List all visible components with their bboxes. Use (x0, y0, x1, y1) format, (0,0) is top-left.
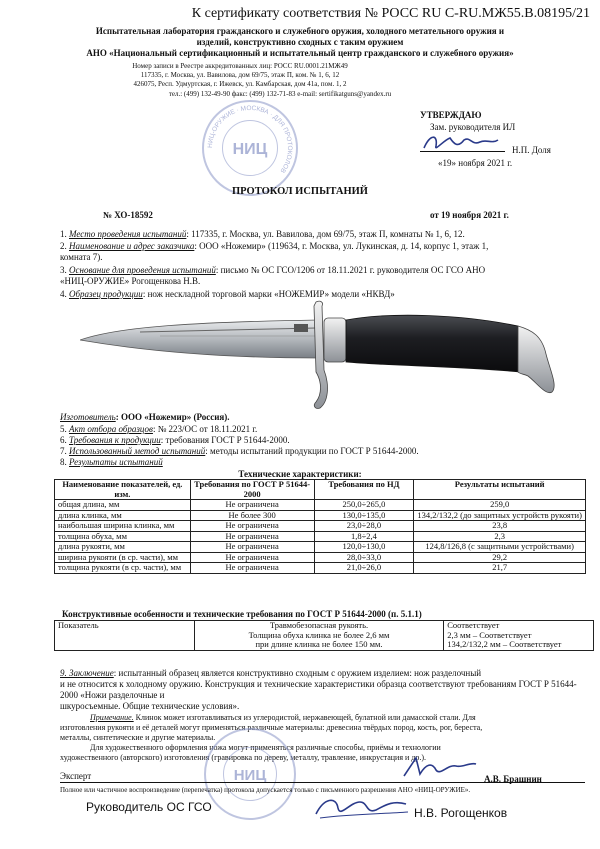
constr-res-2: 2,3 мм – Соответствует (447, 629, 532, 640)
tech-header-cell: Наименование показателей, ед. изм. (55, 480, 191, 500)
expert-signature (400, 756, 480, 780)
organization-stamp-top (202, 100, 298, 196)
registry-number: Номер записи в Реестре аккредитованных лиц: РОСС RU.0001.21МЖ49 (132, 62, 348, 70)
certificate-reference: К сертификату соответствия № РОСС RU C-RU.МЖ55.В.08195/21 (191, 6, 590, 21)
approval-name: Н.П. Доля (512, 145, 551, 155)
head-name: Н.В. Рогощенков (414, 806, 508, 820)
manufacturer: Изготовитель: ООО «Ножемир» (Россия). (60, 412, 230, 422)
item-1: 1. Место проведения испытаний: 117335, г. Москва, ул. Вавилова, дом 69/75, этаж П, комнаты № 1, 6, 12. (60, 229, 465, 239)
head-label: Руководитель ОС ГСО (86, 800, 212, 814)
table-row: общая длина, мм Не ограничена 250,0÷265,0 259,0 (55, 500, 586, 511)
table-row (55, 621, 594, 651)
table-row: наибольшая ширина клинка, мм Не ограничена 23,0÷28,0 23,8 (55, 521, 586, 532)
tech-table (54, 479, 586, 574)
conclusion-line3: шкуросъемные. Общие технические условия». (60, 701, 240, 711)
constr-req-1: Травмобезопасная рукоять. (269, 620, 369, 630)
address-izhevsk: 426075, Респ. Удмуртская, г. Ижевск, ул. Камбарская, дом 41а, пом. 1, 2 (133, 80, 347, 88)
protocol-title: ПРОТОКОЛ ИСПЫТАНИЙ (232, 186, 368, 197)
stamp-ring-text: НИЦ-ОРУЖИЕ · МОСКВА · ДЛЯ ПРОТОКОЛОВ (206, 104, 294, 175)
table-row: ширина рукояти (в ср. части), мм Не ограничена 28,0÷33,0 29,2 (55, 552, 586, 563)
item-2: 2. Наименование и адрес заказчика: ООО «Ножемир» (119634, г. Москва, ул. Лукинская, д. 14, корпус 1, этаж 1, (60, 241, 489, 251)
approval-signature (420, 130, 500, 156)
constr-res-3: 134,2/132,2 мм – Соответствует (447, 639, 562, 649)
tech-caption: Технические характеристики: (238, 469, 362, 479)
note-line3: металлы, синтетические и другие материалы. (60, 733, 216, 742)
item-8: 8. Результаты испытаний (60, 457, 163, 467)
item-6: 6. Требования к продукции: требования ГОСТ Р 51644-2000. (60, 435, 290, 445)
head-signature (310, 792, 410, 822)
item-4: 4. Образец продукции: нож нескладной торговой марки «НОЖЕМИР» модели «НКВД» (60, 289, 395, 299)
svg-text:НИЦ-ОРУЖИЕ · МОСКВА · ДЛЯ ПРОТ (207, 105, 293, 174)
protocol-date: от 19 ноября 2021 г. (430, 210, 509, 220)
expert-name: А.В. Брашнин (484, 774, 542, 784)
tech-header-cell: Результаты испытаний (414, 480, 586, 500)
constr-table (54, 620, 594, 651)
organization-stamp-bottom (204, 728, 296, 820)
constr-res-1: Соответствует (447, 620, 500, 630)
tech-table-header (55, 480, 586, 500)
tech-header-cell: Требования по НД (314, 480, 414, 500)
conclusion-line2: и не относится к холодному оружию. Конструкция и технические характеристики образца соответствуют требованиям ГОСТ Р 51644-2000 «Ножи разделочные и (60, 679, 577, 700)
note-line2: изготовления рукояти и её деталей могут применяться различные материалы: древесина твёрдых пород, кость, рог, береста, (60, 723, 483, 732)
organization-name: АНО «Национальный сертификационный и испытательный центр гражданского и служебного оружия» (86, 48, 514, 58)
note-line4: Для художественного оформления ножа могут применяться различные способы, приёмы и технологии (90, 743, 441, 752)
knife-image (80, 296, 560, 414)
expert-label: Эксперт (60, 771, 92, 781)
item-3-cont: «НИЦ-ОРУЖИЕ» Рогощенкова Н.В. (60, 276, 201, 286)
lab-name-line1: Испытательная лаборатория гражданского и служебного оружия, холодного метательного оружия и (95, 26, 505, 36)
constr-caption: Конструктивные особенности и технические требования по ГОСТ Р 51644-2000 (п. 5.1.1) (62, 609, 422, 619)
contacts: тел.: (499) 132-49-90 факс: (499) 132-71-83 e-mail: sertifikatguns@yandex.ru (168, 90, 392, 98)
table-row: длина рукояти, мм Не ограничена 120,0÷130,0 124,8/126,8 (с защитными устройствами) (55, 542, 586, 553)
item-7: 7. Использованный метод испытаний: методы испытаний продукции по ГОСТ Р 51644-2000. (60, 446, 419, 456)
copy-note: Полное или частичное воспроизведение (перепечатка) протокола допускается только с письменного разрешения АНО «НИЦ-ОРУЖИЕ». (60, 786, 471, 794)
protocol-number: № ХО-18592 (103, 210, 153, 220)
table-row: толщина рукояти (в ср. части), мм Не ограничена 21,0÷26,0 21,7 (55, 563, 586, 574)
item-5: 5. Акт отбора образцов: № 223/ОС от 18.11.2021 г. (60, 424, 258, 434)
constr-label: Показатель (55, 621, 195, 651)
note-line1: Примечание. Клинок может изготавливаться из углеродистой, нержавеющей, булатной или дамасской стали. Для (90, 713, 476, 722)
item-3: 3. Основание для проведения испытаний: письмо № ОС ГСО/1206 от 18.11.2021 г. руководителя ОС ГСО АНО (60, 265, 486, 275)
table-row: длина клинка, мм Не более 300 130,0÷135,0 134,2/132,2 (до защитных устройств рукояти) (55, 510, 586, 521)
item-2-cont: комната 7). (60, 252, 103, 262)
lab-name-line2: изделий, конструктивно сходных с таким оружием (196, 37, 404, 47)
constr-req-2: Толщина обуха клинка не более 2,6 мм (248, 629, 390, 640)
table-row: толщина обуха, мм Не ограничена 1,8÷2,4 2,3 (55, 531, 586, 542)
approval-role: Зам. руководителя ИЛ (430, 122, 516, 132)
note-line5: художественного (авторского) изготовления (гравировка по дереву, металлу, травление, инкрустация и др.). (60, 753, 427, 762)
constr-req-3: при длине клинка не более 150 мм. (255, 639, 383, 649)
tech-header-cell: Требования по ГОСТ Р 51644-2000 (190, 480, 314, 500)
conclusion-line1: 9. Заключение: испытанный образец является конструктивно сходным с оружием изделием: нож разделочный (60, 668, 482, 678)
stamp-logo-text: НИЦ (232, 141, 268, 158)
address-moscow: 117335, г. Москва, ул. Вавилова, дом 69/75, этаж П, ком. № 1, 6, 12 (140, 71, 340, 79)
approval-signature-line (420, 151, 505, 152)
approval-title: УТВЕРЖДАЮ (420, 110, 482, 120)
stamp-bottom-logo: НИЦ (233, 767, 267, 784)
approval-date: «19» ноября 2021 г. (438, 158, 513, 168)
